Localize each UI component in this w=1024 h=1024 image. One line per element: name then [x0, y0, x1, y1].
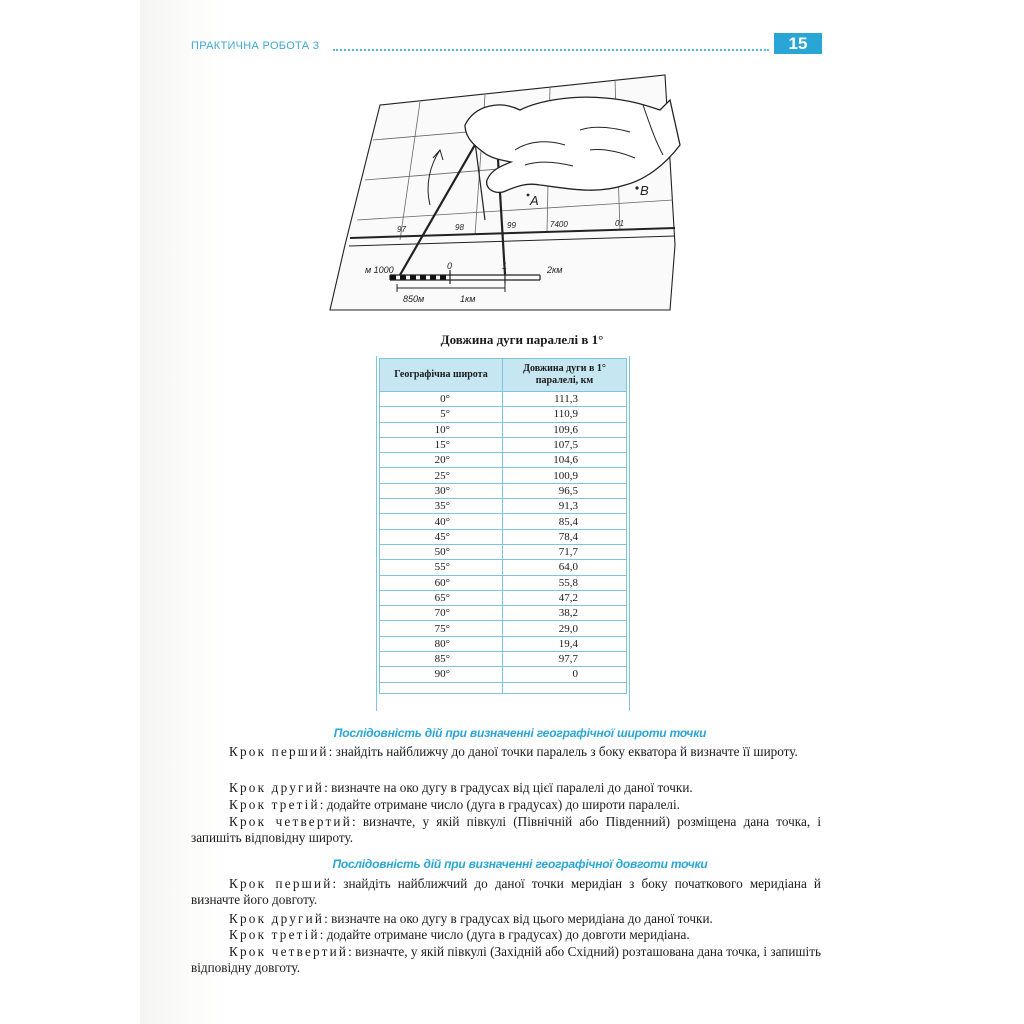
arc-length-cell: 104,6 — [503, 453, 627, 468]
table-row — [380, 606, 627, 621]
latitude-cell: 40° — [380, 514, 503, 529]
step-text: : визначте, у якій півкулі (Західній або Східний) розташована дана точка, і запишіть відповідну довготу. — [191, 944, 821, 975]
table-row — [380, 392, 627, 407]
longitude-section-title: Послідовність дій при визначенні географічної довготи точки — [332, 857, 708, 871]
table-row — [380, 453, 627, 468]
latitude-cell: 20° — [380, 453, 503, 468]
step-label: Крок перший — [229, 876, 333, 891]
table-row — [380, 560, 627, 575]
latitude-cell: 70° — [380, 606, 503, 621]
longitude-step-1 — [191, 876, 821, 908]
latitude-step-4 — [191, 814, 821, 846]
table-row — [380, 437, 627, 452]
step-label: Крок перший — [229, 744, 329, 759]
arc-length-cell: 107,5 — [503, 437, 627, 452]
table-row — [380, 575, 627, 590]
grid-label: 99 — [507, 221, 516, 230]
latitude-cell: 35° — [380, 499, 503, 514]
table-row — [380, 667, 627, 682]
arc-length-cell: 71,7 — [503, 544, 627, 559]
arc-length-cell: 47,2 — [503, 590, 627, 605]
measure-m-label: 850м — [403, 294, 425, 304]
latitude-cell: 45° — [380, 529, 503, 544]
arc-length-cell: 19,4 — [503, 636, 627, 651]
latitude-cell: 85° — [380, 652, 503, 667]
step-label: Крок третій — [229, 927, 320, 942]
arc-length-cell: 96,5 — [503, 483, 627, 498]
table-frame-left — [376, 356, 377, 711]
step-label: Крок четвертий — [229, 814, 352, 829]
step-text: : визначте на око дугу в градусах від цієї паралелі до даної точки. — [324, 780, 693, 795]
spacer-cell — [503, 682, 627, 693]
arc-length-cell: 0 — [503, 667, 627, 682]
measure-km-label: 1км — [460, 294, 476, 304]
step-text: : додайте отримане число (дуга в градусах) до широти паралелі. — [319, 797, 680, 812]
table-row-spacer — [380, 682, 627, 693]
latitude-cell: 55° — [380, 560, 503, 575]
latitude-cell: 60° — [380, 575, 503, 590]
latitude-cell: 30° — [380, 483, 503, 498]
longitude-step-3 — [191, 927, 821, 943]
scale-two-label: 2км — [547, 265, 563, 275]
grid-label: 98 — [455, 223, 464, 232]
latitude-step-1 — [191, 744, 821, 760]
table-row — [380, 514, 627, 529]
table-row — [380, 544, 627, 559]
header-dotted-rule — [333, 49, 769, 51]
longitude-step-4 — [191, 944, 821, 976]
latitude-section-title: Послідовність дій при визначенні географічної широти точки — [333, 726, 707, 740]
latitude-cell: 75° — [380, 621, 503, 636]
arc-length-cell: 55,8 — [503, 575, 627, 590]
latitude-cell: 10° — [380, 422, 503, 437]
compass-measuring-illustration — [325, 70, 695, 320]
longitude-step-2 — [191, 911, 821, 927]
arc-length-cell: 78,4 — [503, 529, 627, 544]
arc-length-table — [379, 358, 627, 694]
scale-zero-label: 0 — [447, 261, 453, 271]
page-number: 15 — [774, 33, 822, 54]
arc-length-cell: 29,0 — [503, 621, 627, 636]
spacer-cell — [380, 682, 503, 693]
scale-one-label: 1 — [502, 261, 508, 271]
arc-length-cell: 110,9 — [503, 407, 627, 422]
running-title: ПРАКТИЧНА РОБОТА 3 — [191, 40, 320, 52]
step-text: : визначте на око дугу в градусах від цього меридіана до даної точки. — [324, 911, 713, 926]
arc-length-cell: 111,3 — [503, 392, 627, 407]
step-label: Крок четвертий — [229, 944, 349, 959]
latitude-cell: 15° — [380, 437, 503, 452]
latitude-cell: 25° — [380, 468, 503, 483]
arc-length-cell: 100,9 — [503, 468, 627, 483]
table-row — [380, 468, 627, 483]
step-text: : знайдіть найближчий до даної точки меридіан з боку початкового меридіана й визначте його довготу. — [191, 876, 821, 907]
step-label: Крок другий — [229, 911, 325, 926]
arc-length-cell: 91,3 — [503, 499, 627, 514]
step-label: Крок другий — [229, 780, 325, 795]
column-header-latitude: Географічна широта — [380, 359, 503, 392]
latitude-step-2 — [191, 780, 821, 796]
table-row — [380, 407, 627, 422]
latitude-cell: 90° — [380, 667, 503, 682]
table-row — [380, 652, 627, 667]
step-text: : знайдіть найближчу до даної точки паралель з боку екватора й визначте її широту. — [328, 744, 798, 759]
step-text: : додайте отримане число (дуга в градусах) до довготи меридіана. — [319, 927, 690, 942]
grid-label: 7400 — [550, 220, 568, 229]
latitude-cell: 50° — [380, 544, 503, 559]
table-header-row — [380, 359, 627, 392]
latitude-cell: 65° — [380, 590, 503, 605]
arc-length-cell: 64,0 — [503, 560, 627, 575]
column-header-arc-length: Довжина дуги в 1° паралелі, км — [503, 359, 627, 392]
step-label: Крок третій — [229, 797, 320, 812]
latitude-cell: 0° — [380, 392, 503, 407]
arc-length-cell: 109,6 — [503, 422, 627, 437]
table-row — [380, 483, 627, 498]
latitude-cell: 5° — [380, 407, 503, 422]
grid-label: 01 — [615, 219, 624, 228]
latitude-step-3 — [191, 797, 821, 813]
table-row — [380, 636, 627, 651]
grid-label: 97 — [397, 225, 406, 234]
arc-length-cell: 97,7 — [503, 652, 627, 667]
latitude-cell: 80° — [380, 636, 503, 651]
table-title: Довжина дуги паралелі в 1° — [440, 332, 604, 347]
table-row — [380, 621, 627, 636]
point-b-label: B — [640, 183, 649, 198]
table-row — [380, 499, 627, 514]
table-row — [380, 422, 627, 437]
table-frame-right — [629, 356, 630, 711]
table-row — [380, 529, 627, 544]
arc-length-cell: 85,4 — [503, 514, 627, 529]
scale-unit-label: м 1000 — [365, 265, 394, 275]
step-text: : визначте, у якій півкулі (Північній або Південний) розміщена дана точка, і запишіть відповідну широту. — [191, 814, 821, 845]
arc-length-cell: 38,2 — [503, 606, 627, 621]
table-row — [380, 590, 627, 605]
point-a-label: A — [530, 193, 539, 208]
